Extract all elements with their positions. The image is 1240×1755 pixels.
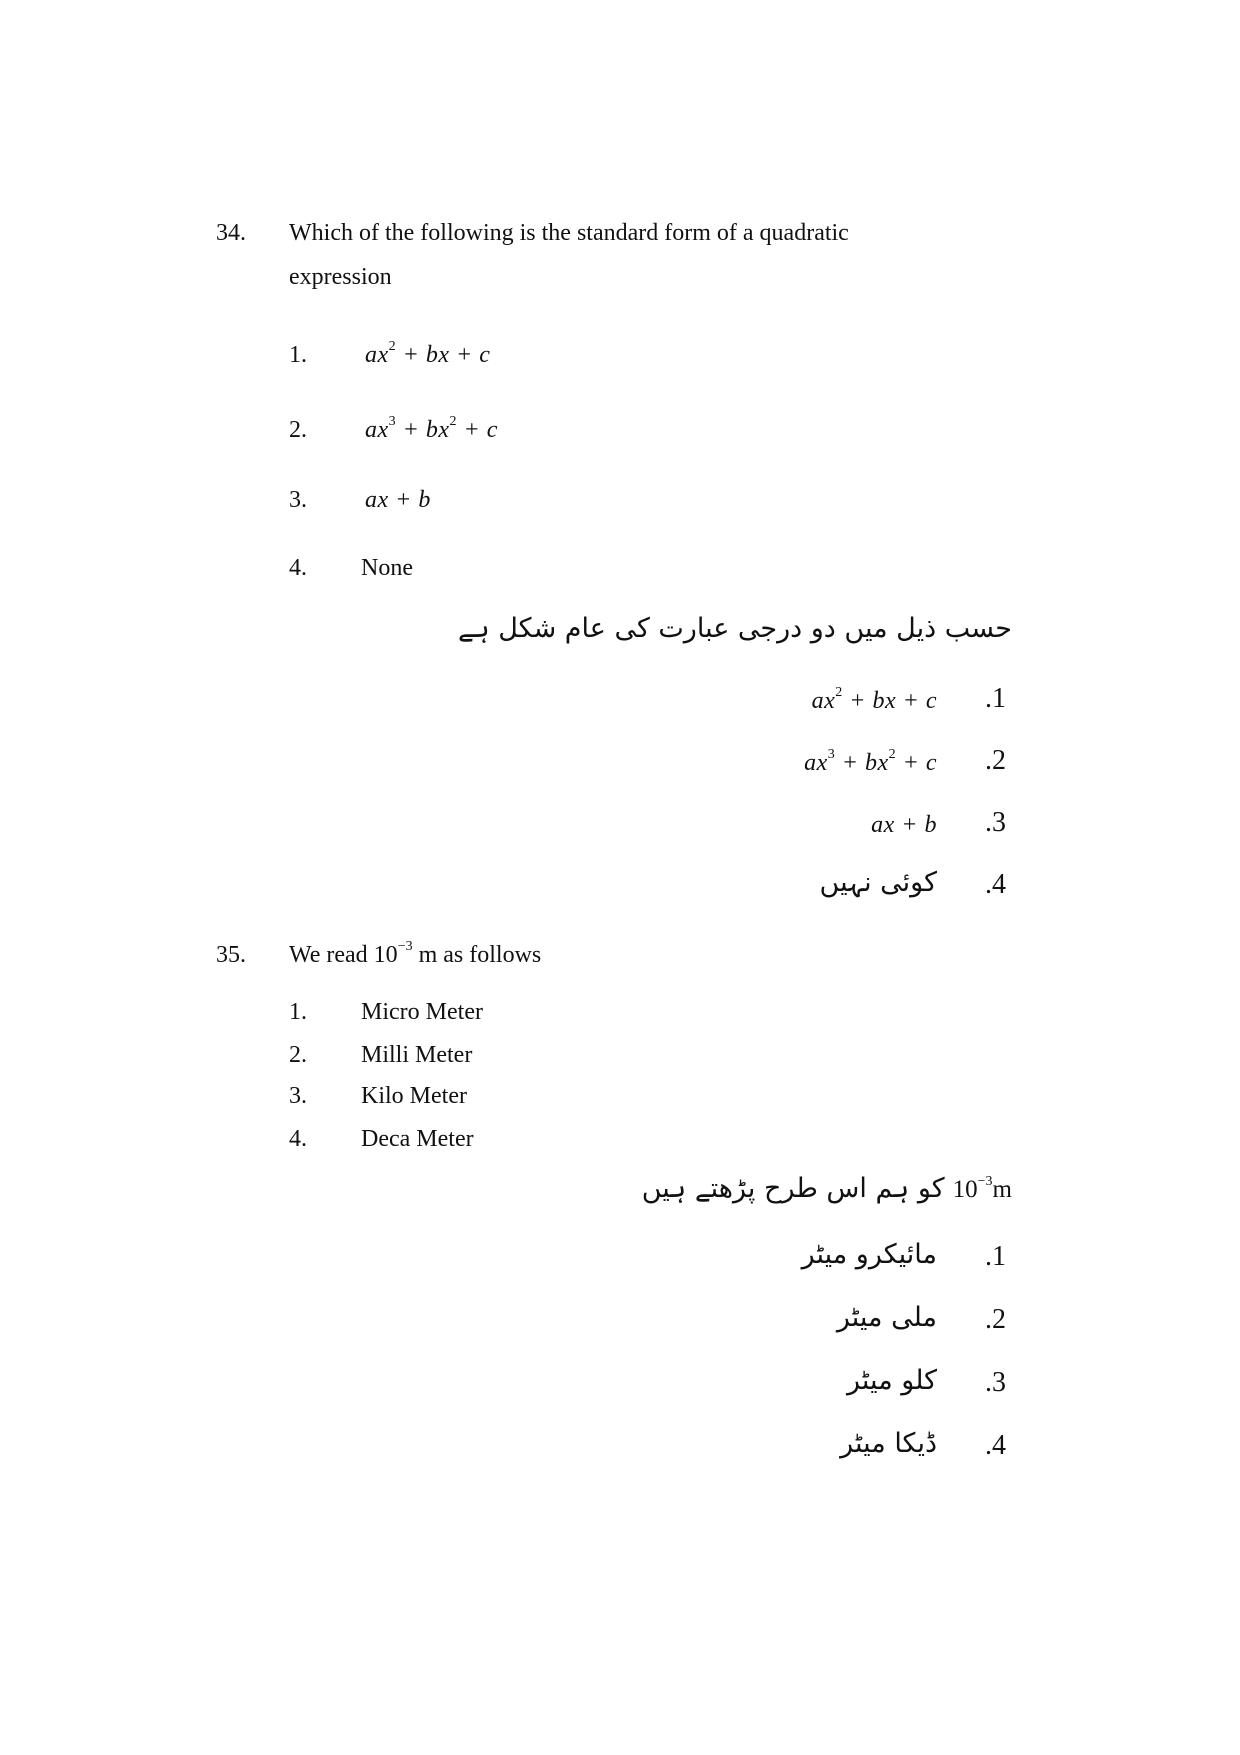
q35-option-1-text: Micro Meter [361, 999, 483, 1025]
q35-urdu-option-2-number: .2 [985, 1304, 1006, 1335]
q35-urdu-option-3-text: کلو میٹر [847, 1365, 937, 1396]
q35-urdu-option-4-number: .4 [985, 1430, 1006, 1461]
q34-option-2-number: 2. [289, 417, 307, 443]
q34-question-line2: expression [289, 264, 392, 290]
q34-urdu-option-4-text: کوئی نہیں [819, 867, 937, 898]
q35-option-3-number: 3. [289, 1083, 307, 1109]
q34-option-1-expression: $ax^2$ + bx + c [365, 339, 491, 368]
q34-urdu-question: حسب ذیل میں دو درجی عبارت کی عام شکل ہے [458, 613, 1012, 644]
q35-option-4-text: Deca Meter [361, 1126, 474, 1152]
q35-urdu-option-3-number: .3 [985, 1367, 1006, 1398]
q35-urdu-question [642, 1172, 1012, 1206]
q35-option-4-number: 4. [289, 1126, 307, 1152]
q34-option-3-number: 3. [289, 487, 307, 513]
q34-option-4-number: 4. [289, 555, 307, 581]
q35-option-2-number: 2. [289, 1042, 307, 1068]
q34-urdu-option-1-number: .1 [985, 683, 1006, 714]
q34-urdu-option-4-number: .4 [985, 869, 1006, 900]
q35-question: We read $10^{-3}$ m as follows [289, 939, 542, 968]
q34-option-4-text: None [361, 555, 413, 581]
q34-question-line1: Which of the following is the standard form of a quadratic [289, 220, 849, 246]
q34-urdu-option-2-number: .2 [985, 745, 1006, 776]
q34-urdu-option-3-expression: ax + b [871, 812, 937, 838]
q34-urdu-option-1-expression: $ax^2$ + bx + c [811, 685, 937, 714]
q34-option-2-expression: $ax^3 + bx^2 + c$ [365, 414, 498, 443]
q35-option-2-text: Milli Meter [361, 1042, 473, 1068]
q35-urdu-option-2-text: ملی میٹر [836, 1302, 937, 1333]
q35-urdu-question-text: کو ہم اس طرح پڑھتے ہیں [641, 1173, 945, 1204]
q34-urdu-option-2-expression: $ax^3 + bx^2 + c$ [804, 747, 937, 776]
q35-option-1-number: 1. [289, 999, 307, 1025]
q34-option-1-number: 1. [289, 342, 307, 368]
q35-urdu-option-4-text: ڈیکا میٹر [840, 1428, 937, 1459]
q34-number: 34. [216, 220, 246, 246]
q35-urdu-option-1-number: .1 [985, 1241, 1006, 1272]
q35-option-3-text: Kilo Meter [361, 1083, 467, 1109]
q35-number: 35. [216, 942, 246, 968]
q34-urdu-option-3-number: .3 [985, 807, 1006, 838]
q34-option-3-expression: ax + b [365, 487, 431, 513]
q35-urdu-question-value: $10^{-3}m$ [952, 1174, 1012, 1203]
q35-urdu-option-1-text: مائیکرو میٹر [801, 1239, 937, 1270]
